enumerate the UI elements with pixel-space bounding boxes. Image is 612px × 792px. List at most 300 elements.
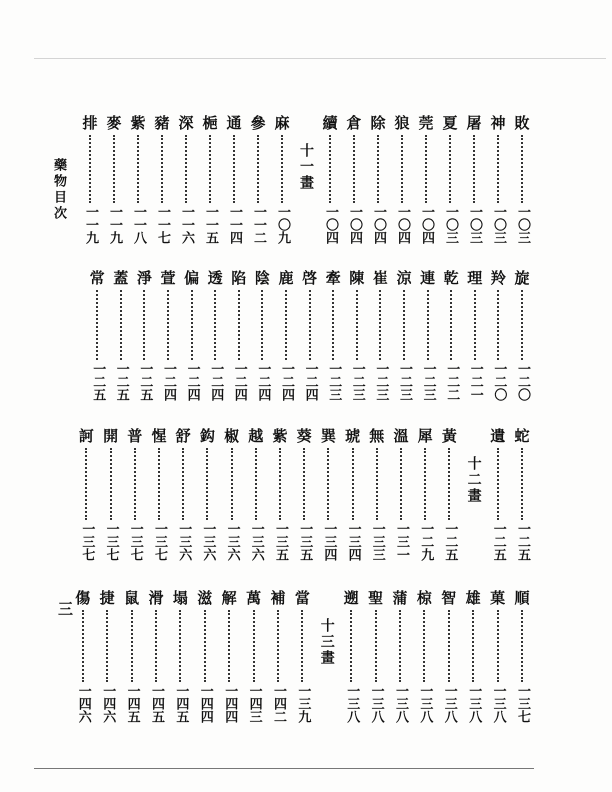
index-entry (103, 115, 125, 244)
entry-term: 豬 (154, 114, 170, 132)
dot-leader (427, 290, 429, 360)
entry-term: 葵 (296, 427, 312, 445)
index-entry (463, 115, 485, 244)
entry-page-number: 一三八 (368, 684, 384, 723)
dot-leader (521, 610, 523, 682)
index-entry (194, 590, 216, 723)
entry-page-number: 一二三 (397, 362, 412, 401)
entry-page-number: 一二四 (161, 362, 176, 401)
entry-term: 通 (226, 114, 242, 132)
entry-page-number: 一四五 (124, 684, 140, 723)
dot-leader (113, 135, 115, 203)
entry-term: 開 (103, 427, 119, 445)
entry-page-number: 一二一 (467, 362, 483, 401)
entry-page-number: 一三七 (152, 522, 167, 561)
index-entry (148, 428, 170, 561)
entry-page-number: 一三一 (394, 522, 409, 561)
entry-term: 牽 (325, 269, 341, 287)
entry-page-number: 一一五 (203, 205, 218, 244)
entry-page-number: 一四三 (246, 684, 262, 723)
index-entry (223, 115, 245, 244)
entry-term: 神 (490, 114, 506, 132)
index-entry (72, 590, 94, 723)
index-entry (414, 428, 436, 561)
dot-leader (400, 448, 402, 520)
dot-leader (424, 448, 426, 520)
dot-leader (143, 290, 145, 360)
dot-leader (209, 135, 211, 203)
entry-term: 乾 (443, 269, 459, 287)
dot-leader (231, 448, 233, 520)
dot-leader (350, 610, 352, 682)
entry-page-number: 一〇四 (395, 205, 410, 244)
entry-page-number: 一二五 (490, 522, 506, 561)
index-entry (365, 590, 387, 723)
entry-term: 滑 (148, 589, 164, 607)
index-entry (462, 590, 484, 723)
index-entry (251, 270, 273, 401)
entry-term: 紫 (272, 427, 288, 445)
entry-term: 屠 (466, 114, 482, 132)
entry-page-number: 一二四 (208, 362, 224, 401)
entry-term: 琥 (345, 427, 361, 445)
index-entry (438, 428, 460, 561)
entry-term: 補 (270, 589, 286, 607)
index-entry (511, 428, 533, 561)
dot-leader (425, 135, 427, 203)
entry-page-number: 一三七 (79, 522, 95, 561)
entry-page-number: 一二〇 (515, 362, 530, 401)
entry-term: 蒲 (392, 589, 408, 607)
index-entry (319, 115, 341, 244)
bottom-rule (34, 768, 534, 769)
dot-leader (155, 610, 157, 682)
entry-page-number: 一〇三 (515, 205, 530, 244)
index-entry (271, 115, 293, 244)
entry-page-number: 一二四 (231, 362, 247, 401)
index-entry (487, 115, 509, 244)
index-entry (196, 428, 218, 561)
index-entry (346, 270, 368, 401)
entry-term: 越 (248, 427, 264, 445)
index-entry (175, 115, 197, 244)
entry-page-number: 一二四 (302, 362, 318, 401)
stroke-count-heading: 十二畫 (465, 456, 482, 504)
index-entry (86, 270, 108, 401)
entry-page-number: 一一八 (131, 205, 146, 244)
entry-term: 溫 (393, 427, 409, 445)
dot-leader (179, 610, 181, 682)
entry-term: 遺 (490, 427, 506, 445)
index-entry (79, 115, 101, 244)
entry-term: 除 (370, 114, 386, 132)
entry-page-number: 一三七 (515, 684, 530, 723)
entry-page-number: 一三六 (248, 522, 264, 561)
entry-term: 普 (127, 427, 143, 445)
stroke-count-heading: 十一畫 (298, 143, 314, 191)
index-entry (369, 270, 391, 401)
dot-leader (423, 610, 425, 682)
dot-leader (450, 290, 452, 360)
entry-term: 捷 (99, 589, 115, 607)
index-entry (96, 590, 118, 723)
index-entry (204, 270, 226, 401)
index-entry (100, 428, 122, 561)
index-entry (181, 270, 203, 401)
index-entry (391, 115, 413, 244)
entry-term: 遡 (343, 589, 359, 607)
index-entry (199, 115, 221, 244)
entry-page-number: 一三四 (345, 522, 361, 561)
dot-leader (448, 448, 450, 520)
entry-term: 涼 (396, 269, 412, 287)
dot-leader (285, 290, 287, 360)
dot-leader (191, 290, 193, 360)
entry-term: 訶 (78, 427, 94, 445)
entry-page-number: 一二四 (279, 362, 294, 401)
entry-page-number: 一〇四 (347, 205, 362, 244)
entry-term: 萬 (246, 589, 262, 607)
entry-term: 聖 (368, 589, 384, 607)
entry-page-number: 一三八 (344, 684, 360, 723)
entry-page-number: 一一九 (83, 205, 98, 244)
dot-leader (167, 290, 169, 360)
dot-leader (301, 610, 303, 682)
entry-page-number: 一二三 (373, 362, 389, 401)
entry-term: 黃 (441, 427, 457, 445)
entry-term: 淨 (136, 269, 152, 287)
index-entry (145, 590, 167, 723)
entry-term: 連 (420, 269, 436, 287)
index-entry (269, 428, 291, 561)
dot-leader (376, 448, 378, 520)
entry-term: 蛇 (514, 427, 530, 445)
dot-leader (253, 610, 255, 682)
entry-page-number: 一一七 (155, 205, 170, 244)
dot-leader (521, 448, 523, 520)
entry-term: 順 (514, 589, 530, 607)
dot-leader (106, 610, 108, 682)
entry-term: 排 (82, 114, 98, 132)
entry-term: 理 (467, 269, 483, 287)
index-entry (366, 428, 388, 561)
index-entry (511, 115, 533, 244)
dot-leader (377, 135, 379, 203)
index-entry (151, 115, 173, 244)
index-entry (440, 270, 462, 401)
entry-page-number: 一三四 (321, 522, 337, 561)
entry-page-number: 一二二 (444, 362, 460, 401)
entry-page-number: 一二五 (137, 362, 153, 401)
dot-leader (158, 448, 160, 520)
entry-page-number: 一一六 (179, 205, 194, 244)
entry-term: 鈎 (199, 427, 215, 445)
index-entry (317, 428, 339, 561)
entry-page-number: 一二五 (515, 522, 530, 561)
index-entry (417, 270, 439, 401)
index-entry (415, 115, 437, 244)
entry-term: 深 (178, 114, 194, 132)
dot-leader (131, 610, 133, 682)
dot-leader (161, 135, 163, 203)
entry-term: 敗 (514, 114, 530, 132)
stroke-count-heading: 十三畫 (318, 618, 335, 666)
section-side-label: 藥物目次 (51, 158, 66, 222)
dot-leader (277, 610, 279, 682)
entry-term: 麻 (274, 114, 290, 132)
entry-term: 無 (369, 427, 385, 445)
dot-leader (134, 448, 136, 520)
index-entry (291, 590, 313, 723)
entry-page-number: 一二〇 (491, 362, 507, 401)
index-entry (487, 590, 509, 723)
entry-page-number: 一四四 (197, 684, 213, 723)
dot-leader (182, 448, 184, 520)
dot-leader (401, 135, 403, 203)
entry-term: 雄 (465, 589, 481, 607)
entry-term: 莞 (418, 114, 434, 132)
entry-term: 羚 (490, 269, 506, 287)
dot-leader (449, 135, 451, 203)
index-entry (228, 270, 250, 401)
entry-page-number: 一三七 (103, 522, 119, 561)
dot-leader (521, 135, 523, 203)
entry-page-number: 一四六 (100, 684, 116, 723)
dot-leader (110, 448, 112, 520)
index-entry (511, 270, 533, 401)
entry-page-number: 一四二 (271, 684, 286, 723)
index-entry (127, 115, 149, 244)
index-entry (243, 590, 265, 723)
dot-leader (332, 290, 334, 360)
dot-leader (137, 135, 139, 203)
entry-term: 狼 (394, 114, 410, 132)
index-entry (124, 428, 146, 561)
page-number: 三 (58, 600, 74, 618)
entry-page-number: 一二三 (420, 362, 436, 401)
entry-page-number: 一二三 (326, 362, 342, 401)
entry-page-number: 一〇三 (467, 205, 482, 244)
entry-term: 當 (294, 589, 310, 607)
entry-page-number: 一三六 (224, 522, 240, 561)
dot-leader (329, 135, 331, 203)
entry-page-number: 一二四 (255, 362, 271, 401)
entry-page-number: 一三五 (297, 522, 313, 561)
dot-leader (309, 290, 311, 360)
index-entry (439, 115, 461, 244)
index-entry (245, 428, 267, 561)
dot-leader (96, 290, 98, 360)
entry-page-number: 一三五 (273, 522, 288, 561)
dot-leader (82, 610, 84, 682)
entry-term: 續 (322, 114, 338, 132)
entry-term: 傷 (75, 589, 91, 607)
entry-term: 麥 (106, 114, 122, 132)
index-entry (464, 270, 486, 401)
dot-leader (497, 290, 499, 360)
entry-term: 陳 (349, 269, 365, 287)
index-entry (389, 590, 411, 723)
index-entry (343, 115, 365, 244)
entry-page-number: 一二四 (184, 362, 200, 401)
entry-page-number: 一二五 (442, 522, 458, 561)
entry-term: 透 (207, 269, 223, 287)
entry-term: 巽 (320, 427, 336, 445)
index-entry (75, 428, 97, 561)
dot-leader (521, 290, 523, 360)
entry-term: 舒 (175, 427, 191, 445)
entry-term: 椒 (224, 427, 240, 445)
entry-page-number: 一二三 (349, 362, 365, 401)
index-entry (390, 428, 412, 561)
index-band-4 (0, 590, 612, 782)
index-entry (487, 270, 509, 401)
dot-leader (279, 448, 281, 520)
entry-page-number: 一二九 (418, 522, 434, 561)
entry-term: 塌 (172, 589, 188, 607)
entry-page-number: 一三六 (200, 522, 216, 561)
entry-term: 萱 (160, 269, 176, 287)
entry-term: 滋 (197, 589, 213, 607)
entry-page-number: 一〇九 (275, 205, 290, 244)
index-entry (322, 270, 344, 401)
dot-leader (255, 448, 257, 520)
entry-term: 偏 (184, 269, 200, 287)
entry-page-number: 一三六 (176, 522, 192, 561)
index-entry (342, 428, 364, 561)
dot-leader (228, 610, 230, 682)
dot-leader (474, 290, 476, 360)
entry-page-number: 一三八 (393, 684, 408, 723)
dot-leader (473, 135, 475, 203)
entry-page-number: 一三三 (369, 522, 385, 561)
dot-leader (356, 290, 358, 360)
entry-page-number: 一〇四 (371, 205, 386, 244)
index-entry (172, 428, 194, 561)
entry-term: 犀 (417, 427, 433, 445)
dot-leader (120, 290, 122, 360)
entry-page-number: 一四六 (75, 684, 91, 723)
dot-leader (85, 448, 87, 520)
entry-term: 智 (441, 589, 457, 607)
entry-term: 椋 (416, 589, 432, 607)
index-entry (299, 270, 321, 401)
entry-page-number: 一〇三 (443, 205, 458, 244)
dot-leader (403, 290, 405, 360)
entry-page-number: 一〇四 (419, 205, 434, 244)
entry-page-number: 一一九 (107, 205, 122, 244)
index-entry (438, 590, 460, 723)
entry-term: 倉 (346, 114, 362, 132)
index-entry (157, 270, 179, 401)
entry-page-number: 一三八 (490, 684, 506, 723)
index-entry (293, 428, 315, 561)
dot-leader (233, 135, 235, 203)
dot-leader (497, 448, 499, 520)
index-entry (133, 270, 155, 401)
dot-leader (238, 290, 240, 360)
dot-leader (497, 610, 499, 682)
entry-term: 陰 (254, 269, 270, 287)
top-rule (34, 58, 606, 59)
entry-page-number: 一一二 (251, 205, 266, 244)
index-entry (511, 590, 533, 723)
entry-term: 蓋 (113, 269, 129, 287)
dot-leader (261, 290, 263, 360)
dot-leader (375, 610, 377, 682)
entry-term: 惺 (151, 427, 167, 445)
dot-leader (206, 448, 208, 520)
entry-term: 紫 (130, 114, 146, 132)
index-entry (169, 590, 191, 723)
entry-page-number: 一四四 (222, 684, 238, 723)
dot-leader (257, 135, 259, 203)
index-entry (340, 590, 362, 723)
dot-leader (353, 135, 355, 203)
index-entry (367, 115, 389, 244)
dot-leader (204, 610, 206, 682)
index-entry (487, 428, 509, 561)
index-entry (121, 590, 143, 723)
entry-page-number: 一三九 (295, 684, 311, 723)
index-entry (413, 590, 435, 723)
entry-term: 梔 (202, 114, 218, 132)
entry-term: 菓 (490, 589, 506, 607)
index-entry (247, 115, 269, 244)
entry-term: 崔 (372, 269, 388, 287)
entry-term: 旋 (514, 269, 530, 287)
index-entry (267, 590, 289, 723)
entry-term: 鹿 (278, 269, 294, 287)
entry-page-number: 一三七 (127, 522, 143, 561)
entry-page-number: 一三八 (441, 684, 457, 723)
dot-leader (303, 448, 305, 520)
dot-leader (448, 610, 450, 682)
index-entry (393, 270, 415, 401)
dot-leader (89, 135, 91, 203)
dot-leader (399, 610, 401, 682)
entry-page-number: 一四五 (149, 684, 164, 723)
entry-term: 常 (89, 269, 105, 287)
entry-page-number: 一二五 (90, 362, 106, 401)
dot-leader (327, 448, 329, 520)
dot-leader (497, 135, 499, 203)
dot-leader (472, 610, 474, 682)
entry-term: 夏 (442, 114, 458, 132)
dot-leader (185, 135, 187, 203)
dot-leader (379, 290, 381, 360)
dot-leader (352, 448, 354, 520)
entry-term: 參 (250, 114, 266, 132)
entry-page-number: 一二五 (113, 362, 129, 401)
index-entry (221, 428, 243, 561)
entry-term: 啓 (302, 269, 318, 287)
entry-page-number: 一四五 (173, 684, 189, 723)
entry-page-number: 一〇三 (491, 205, 506, 244)
entry-page-number: 一〇四 (323, 205, 338, 244)
dot-leader (281, 135, 283, 203)
dot-leader (214, 290, 216, 360)
entry-term: 陷 (231, 269, 247, 287)
entry-term: 鼠 (124, 589, 140, 607)
index-entry (110, 270, 132, 401)
entry-page-number: 一三八 (417, 684, 433, 723)
entry-page-number: 一一四 (227, 205, 242, 244)
index-entry (218, 590, 240, 723)
entry-term: 解 (221, 589, 237, 607)
entry-page-number: 一三八 (466, 684, 482, 723)
index-entry (275, 270, 297, 401)
